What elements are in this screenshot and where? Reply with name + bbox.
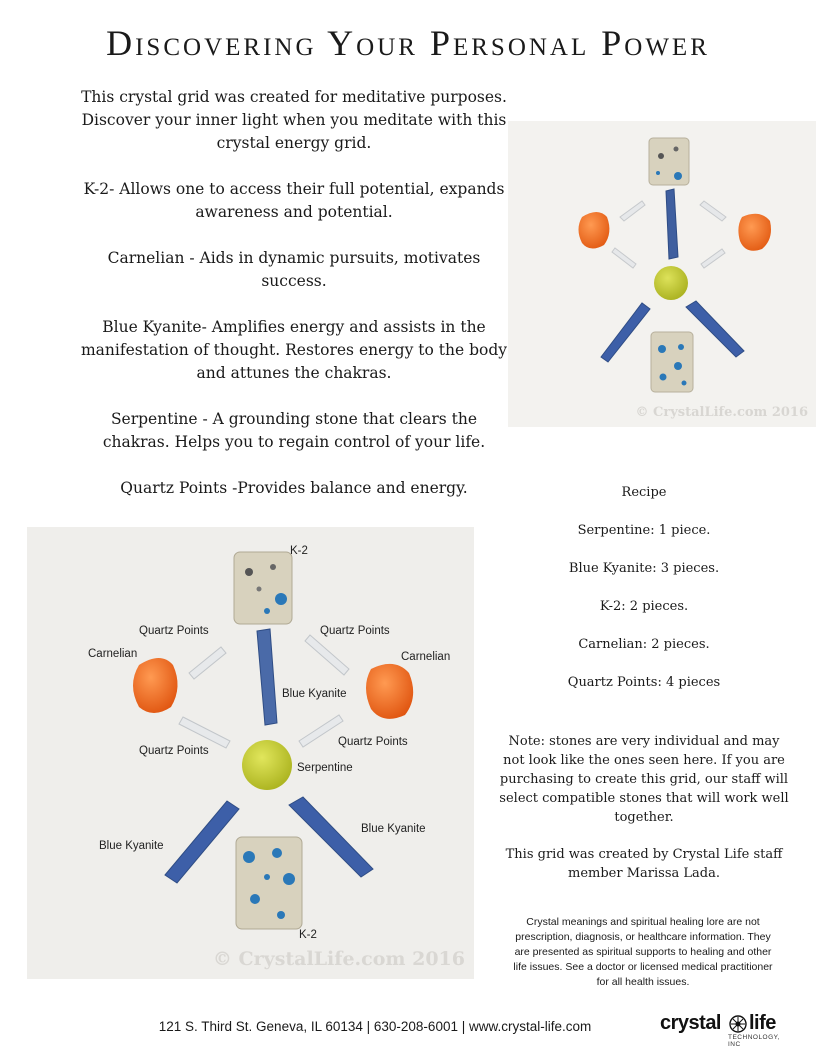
label-k2-top: K-2 <box>290 545 308 557</box>
serpentine-stone <box>242 740 292 790</box>
disclaimer: Crystal meanings and spiritual healing lore are not prescription, diagnosis, or healthcare information. They are presented as spiritual supports to healing and other life issues. See a doctor or licensed medical practitioner for all health issues. <box>513 916 773 988</box>
intro-paragraph-k2: K-2- Allows one to access their full potential, expands awareness and potential. <box>83 180 505 221</box>
page-title: Discovering Your Personal Power <box>106 23 710 63</box>
carnelian-left <box>579 212 610 249</box>
serpentine-stone <box>654 266 688 300</box>
intro-paragraph-blue-kyanite: Blue Kyanite- Amplifies energy and assists in the manifestation of thought. Restores energy to the body and attunes the chakras. <box>80 318 508 382</box>
logo-word-life: life <box>749 1012 776 1034</box>
intro-paragraph-purpose: This crystal grid was created for meditative purposes. Discover your inner light when you meditate with this crystal energy grid. <box>81 88 507 152</box>
carnelian-right <box>366 664 413 719</box>
recipe-item: K-2: 2 pieces. <box>599 599 689 614</box>
crystal-flower-icon <box>729 1015 747 1033</box>
label-quartz-bottom-right: Quartz Points <box>338 736 408 748</box>
watermark-main: © CrystalLife.com 2016 <box>212 948 465 970</box>
k2-stone-top <box>234 552 292 624</box>
label-quartz-bottom-left: Quartz Points <box>139 745 209 757</box>
quartz-point-top-right <box>700 201 726 221</box>
notes <box>496 732 792 901</box>
crystal-grid-illustration-small <box>508 121 816 427</box>
carnelian-left <box>133 658 178 713</box>
k2-stone-bottom <box>651 332 693 392</box>
quartz-point-bottom-left <box>612 248 636 268</box>
intro-paragraph-serpentine: Serpentine - A grounding stone that clears the chakras. Helps you to regain control of your life. <box>102 410 486 451</box>
label-quartz-top-left: Quartz Points <box>139 625 209 637</box>
crystal-grid-illustration-labeled <box>27 527 474 979</box>
label-quartz-top-right: Quartz Points <box>320 625 390 637</box>
intro-text <box>78 86 510 523</box>
intro-paragraph-quartz: Quartz Points -Provides balance and energy. <box>120 479 468 497</box>
label-blue-kyanite-left: Blue Kyanite <box>99 840 164 852</box>
crystal-grid-photo-small <box>508 121 816 427</box>
carnelian-right <box>738 214 771 251</box>
note-text: Note: stones are very individual and may not look like the ones seen here. If you are purchasing to create this grid, our staff will select compatible stones that will work well together. <box>499 734 789 825</box>
blue-kyanite-left <box>165 801 239 883</box>
label-k2-bottom: K-2 <box>299 929 317 941</box>
blue-kyanite-center <box>257 629 277 725</box>
crystal-life-logo <box>660 1012 790 1046</box>
recipe <box>496 484 792 712</box>
blue-kyanite-right <box>686 301 744 357</box>
label-carnelian-left: Carnelian <box>88 648 138 660</box>
recipe-item: Blue Kyanite: 3 pieces. <box>568 561 720 576</box>
crystal-grid-photo-labeled <box>27 527 474 979</box>
quartz-point-top-left <box>189 647 226 679</box>
label-carnelian-right: Carnelian <box>401 651 451 663</box>
recipe-item: Carnelian: 2 pieces. <box>578 637 710 652</box>
credit-text: This grid was created by Crystal Life staff member Marissa Lada. <box>505 847 783 881</box>
recipe-heading: Recipe <box>621 485 667 500</box>
blue-kyanite-left <box>601 303 650 362</box>
watermark-small: © CrystalLife.com 2016 <box>635 405 808 420</box>
recipe-item: Serpentine: 1 piece. <box>577 523 711 538</box>
k2-stone-top <box>649 138 689 185</box>
blue-kyanite-center <box>666 189 678 259</box>
label-serpentine: Serpentine <box>297 762 353 774</box>
logo-subtitle: TECHNOLOGY, INC <box>728 1034 780 1048</box>
intro-paragraph-carnelian: Carnelian - Aids in dynamic pursuits, motivates success. <box>107 249 481 290</box>
label-blue-kyanite-center: Blue Kyanite <box>282 688 347 700</box>
label-blue-kyanite-right: Blue Kyanite <box>361 823 426 835</box>
quartz-point-bottom-right <box>701 249 725 268</box>
quartz-point-bottom-left <box>179 717 230 748</box>
footer-contact: 121 S. Third St. Geneva, IL 60134 | 630-208-6001 | www.crystal-life.com <box>158 1019 592 1034</box>
recipe-item: Quartz Points: 4 pieces <box>567 675 721 690</box>
quartz-point-top-left <box>620 201 645 221</box>
logo-word-crystal: crystal <box>660 1012 721 1034</box>
quartz-point-top-right <box>305 635 349 675</box>
quartz-point-bottom-right <box>299 715 343 747</box>
